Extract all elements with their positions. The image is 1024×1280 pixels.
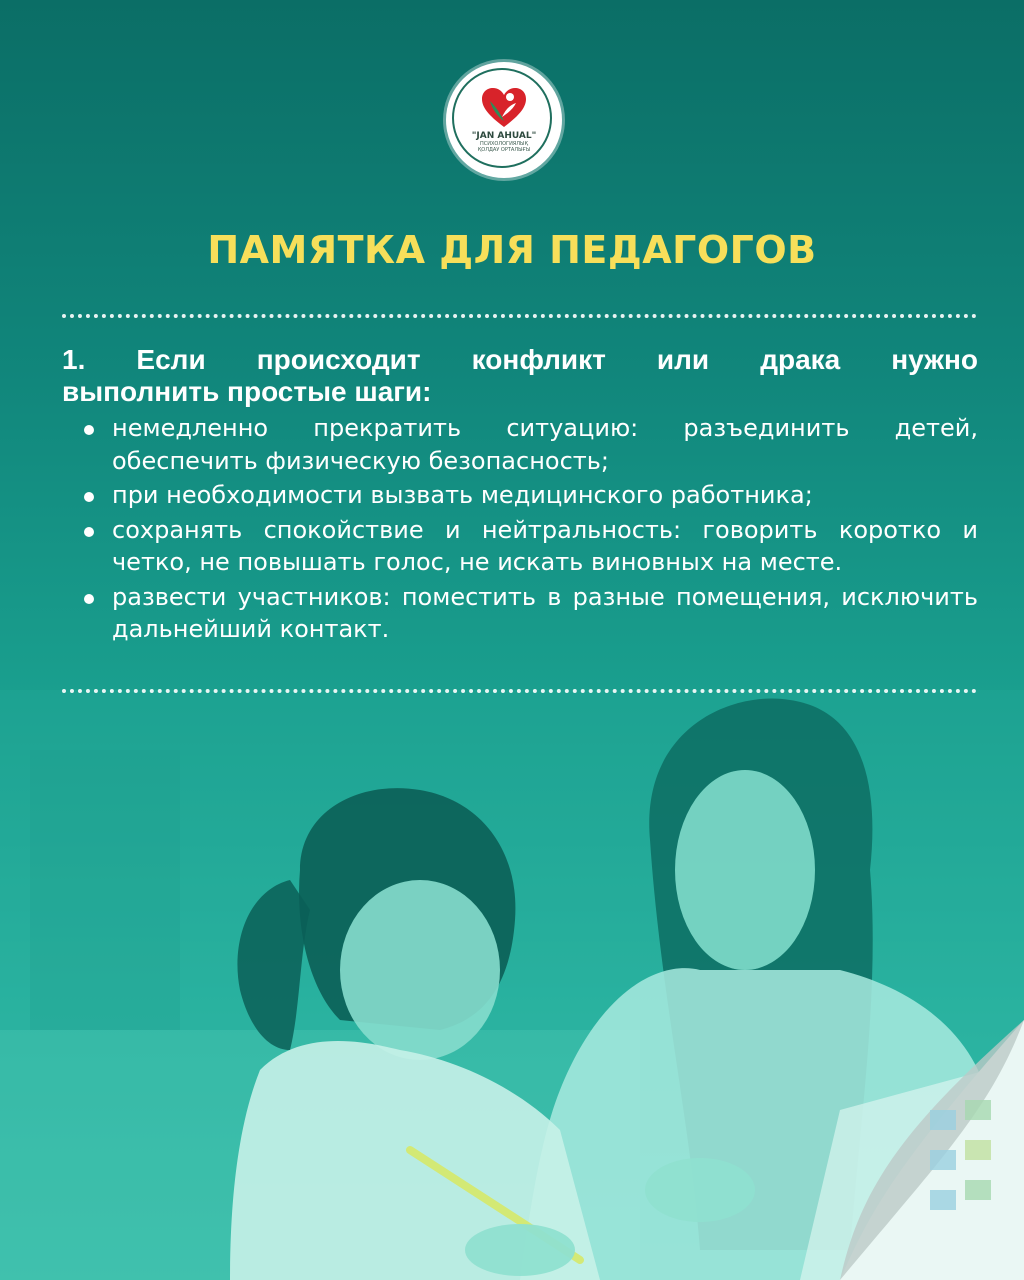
page-title: ПАМЯТКА ДЛЯ ПЕДАГОГОВ (207, 228, 817, 272)
section-heading-line-1: 1. Если происходит конфликт или драка нужно (62, 344, 978, 375)
bottom-dotted-divider (62, 689, 977, 693)
steps-list (62, 412, 978, 646)
logo-ring (452, 68, 552, 168)
bullet-dot-icon (84, 527, 94, 537)
instructions-section (62, 344, 978, 648)
list-item (62, 514, 978, 579)
logo-subtitle: ПСИХОЛОГИЯЛЫҚ ҚОЛДАУ ОРТАЛЫҒЫ (477, 141, 531, 153)
section-heading (62, 344, 978, 408)
bullet-dot-icon (84, 594, 94, 604)
list-item (62, 581, 978, 646)
list-item-text: развести участников: поместить в разные помещения, исключить дальнейший контакт. (112, 582, 978, 643)
teacher-child-photo (0, 690, 1024, 1280)
section-heading-line-2: выполнить простые шаги: (62, 376, 432, 407)
bullet-dot-icon (84, 492, 94, 502)
list-item (62, 412, 978, 477)
top-dotted-divider (62, 314, 977, 318)
logo-name: "JAN AHUAL" (471, 131, 537, 141)
list-item-text: сохранять спокойствие и нейтральность: говорить коротко и четко, не повышать голос, не искать виновных на месте. (112, 515, 978, 576)
list-item-text: при необходимости вызвать медицинского работника; (112, 481, 813, 509)
bullet-dot-icon (84, 425, 94, 435)
list-item-text: немедленно прекратить ситуацию: разъединить детей, обеспечить физическую безопасность; (112, 414, 978, 475)
jan-ahual-logo (446, 62, 562, 178)
list-item (62, 479, 978, 512)
